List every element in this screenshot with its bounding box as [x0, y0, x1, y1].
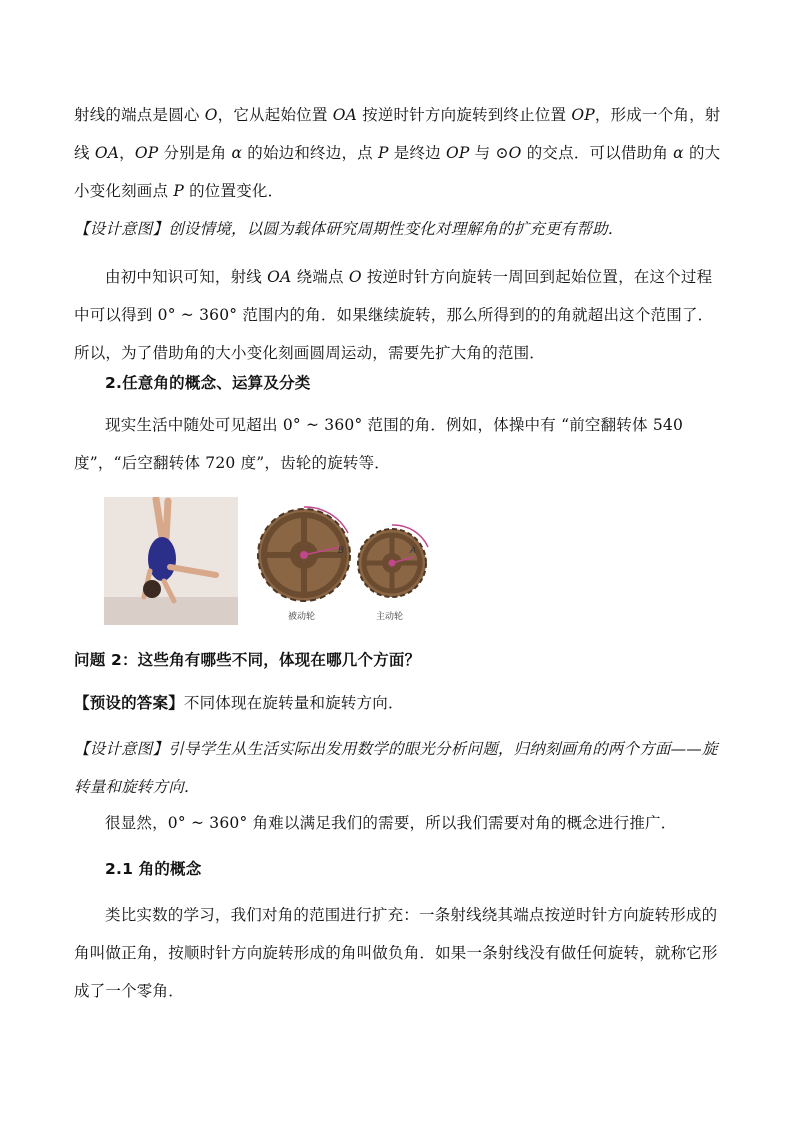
driving-gear-caption: 主动轮 — [376, 612, 404, 622]
var-o: O — [204, 106, 218, 124]
text: 的位置变化． — [183, 182, 284, 200]
text: 是终边 — [388, 144, 446, 162]
var-op: OP — [134, 144, 159, 162]
var-op: OP — [445, 144, 470, 162]
section-heading-2: 2.任意角的概念、运算及分类 — [105, 374, 311, 392]
text: 的大小变化刻画点 — [74, 144, 721, 200]
label-b: B — [338, 546, 345, 556]
paragraph-ray-angle — [74, 96, 724, 210]
text: 与 — [469, 144, 496, 162]
design-intent-2: 【设计意图】引导学生从生活实际出发用数学的眼光分析问题，归纳刻画角的两个方面——旋转量和旋转方向． — [74, 740, 718, 796]
gear-figure — [252, 495, 442, 630]
var-alpha: α — [231, 144, 243, 162]
gymnast-illustration — [104, 497, 238, 625]
gears-illustration — [252, 495, 442, 630]
gymnast-photo — [104, 497, 238, 625]
text: 由初中知识可知，射线 — [105, 268, 268, 286]
design-intent-1: 【设计意图】创设情境，以圆为载体研究周期性变化对理解角的扩充更有帮助． — [74, 220, 624, 238]
paragraph-angle-concept: 类比实数的学习，我们对角的范围进行扩充：一条射线绕其端点按逆时针方向旋转形成的角叫做正角，按顺时针方向旋转形成的角叫做负角．如果一条射线没有做任何旋转，就称它形成了一个零角． — [74, 906, 718, 1000]
var-circle-o: ⊙O — [495, 144, 522, 162]
var-p: P — [173, 182, 184, 200]
var-op: OP — [571, 106, 595, 124]
text: ， — [119, 144, 135, 162]
answer-text: 不同体现在旋转量和旋转方向． — [183, 694, 404, 712]
var-o: O — [348, 268, 362, 286]
paragraph-obviously: 很显然，0° ~ 360° 角难以满足我们的需要，所以我们需要对角的概念进行推广． — [105, 814, 677, 832]
answer-label: 【预设的答案】 — [74, 694, 184, 712]
paragraph-real-life: 现实生活中随处可见超出 0° ~ 360° 范围的角．例如，体操中有 “前空翻转体 540 度”，“后空翻转体 720 度”，齿轮的旋转等． — [74, 416, 684, 472]
text: 按逆时针方向旋转一周回到起始位置，在这个过程中可以得到 0° ~ 360° 范围内的角．如果继续旋转，那么所得到的的角就超出这个范围了．所以，为了借助角的大小变化刻画圆周运动，需要先扩大角的范围． — [74, 268, 714, 362]
section-heading-2-1: 2.1 角的概念 — [105, 860, 202, 878]
label-a: A — [410, 546, 417, 556]
text: 的交点．可以借助角 — [521, 144, 674, 162]
var-oa: OA — [332, 106, 357, 124]
text: 绕端点 — [291, 268, 349, 286]
preset-answer — [74, 684, 724, 722]
paragraph-initial-knowledge — [74, 258, 724, 372]
driven-gear — [258, 507, 350, 601]
text: 射线的端点是圆心 — [74, 106, 205, 124]
text: 的始边和终边，点 — [242, 144, 378, 162]
text: ，它从起始位置 — [217, 106, 333, 124]
question-2: 问题 2：这些角有哪些不同，体现在哪几个方面？ — [74, 651, 421, 669]
var-oa: OA — [94, 144, 120, 162]
var-p: P — [377, 144, 389, 162]
text: 分别是角 — [158, 144, 232, 162]
driving-gear — [358, 525, 428, 597]
var-alpha: α — [673, 144, 684, 162]
text: ，形成一个角，射线 — [74, 106, 721, 162]
var-oa: OA — [267, 268, 292, 286]
driven-gear-caption: 被动轮 — [288, 612, 316, 622]
text: 按逆时针方向旋转到终止位置 — [357, 106, 572, 124]
